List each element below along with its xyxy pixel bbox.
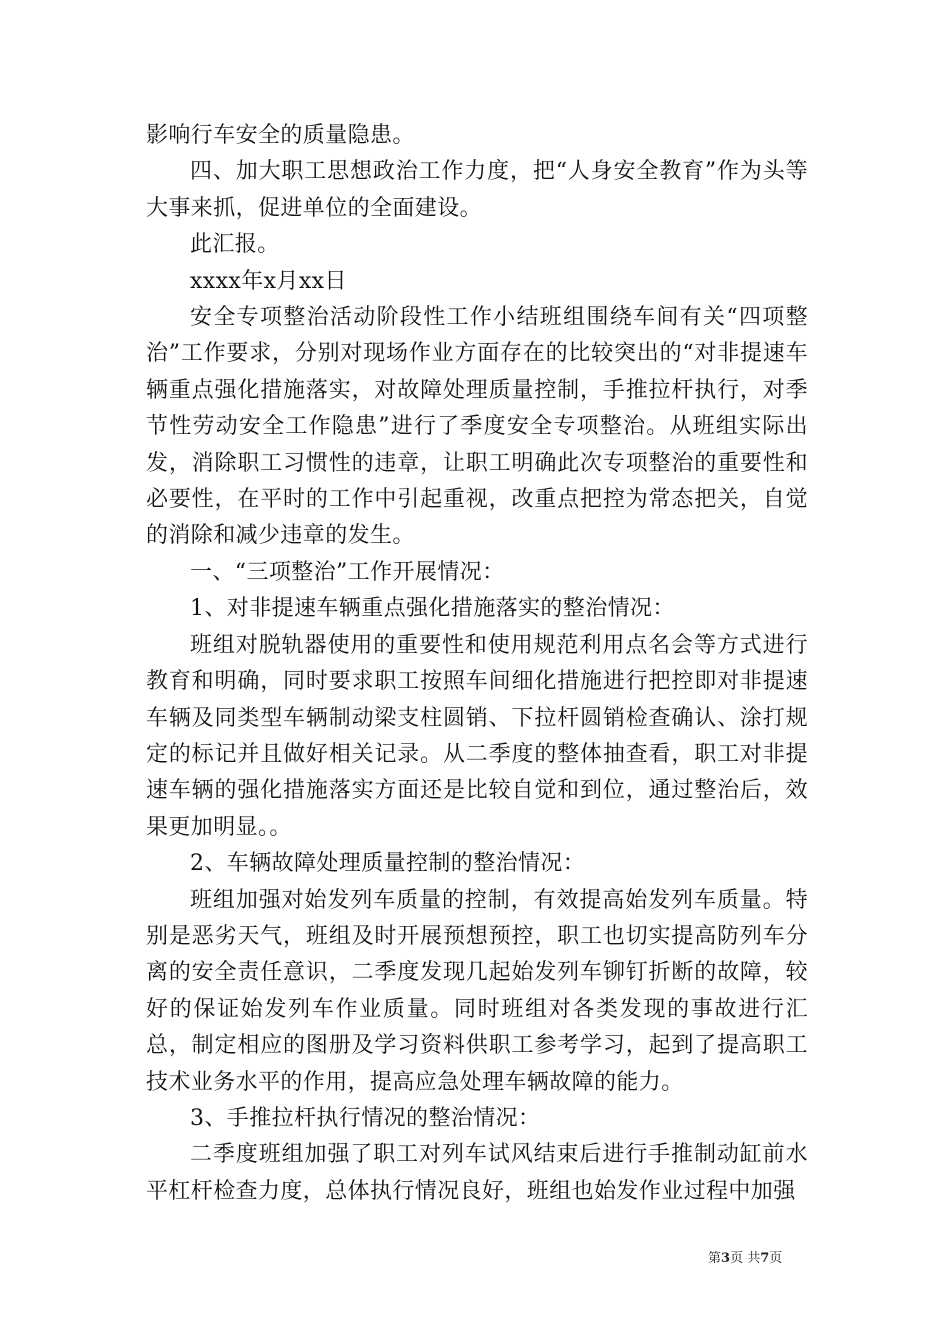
paragraph-date: xxxx年x月xx日 (190, 268, 347, 294)
footer-middle: 页 共 (730, 1251, 761, 1266)
footer-total-pages: 7 (760, 1251, 770, 1266)
footer-suffix: 页 (769, 1251, 783, 1266)
page-footer (708, 1247, 782, 1266)
paragraph-item-four: 四、加大职工思想政治工作力度，把“人身安全教育”作为头等大事来抓，促进单位的全面建设。 (146, 159, 808, 221)
subheading-one: 1、对非提速车辆重点强化措施落实的整治情况： (190, 596, 675, 622)
section-heading-one: 一、“三项整治”工作开展情况： (190, 559, 505, 585)
subheading-two: 2、车辆故障处理质量控制的整治情况： (190, 851, 586, 877)
paragraph-subsection-two: 班组加强对始发列车质量的控制，有效提高始发列车质量。特别是恶劣天气，班组及时开展预想预控，职工也切实提高防列车分离的安全责任意识，二季度发现几起始发列车铆钉折断的故障，较好的保证始发列车作业质量。同时班组对各类发现的事故进行汇总，制定相应的图册及学习资料供职工参考学习，起到了提高职工技术业务水平的作用，提高应急处理车辆故障的能力。 (146, 887, 808, 1095)
subheading-three: 3、手推拉杆执行情况的整治情况： (190, 1105, 541, 1131)
paragraph-subsection-three: 二季度班组加强了职工对列车试风结束后进行手推制动缸前水平杠杆检查力度，总体执行情况良好，班组也始发作业过程中加强 (146, 1142, 808, 1204)
paragraph-subsection-one: 班组对脱轨器使用的重要性和使用规范利用点名会等方式进行教育和明确，同时要求职工按照车间细化措施进行把控即对非提速车辆及同类型车辆制动梁支柱圆销、下拉杆圆销检查确认、涂打规定的标记并且做好相关记录。从二季度的整体抽查看，职工对非提速车辆的强化措施落实方面还是比较自觉和到位，通过整治后，效果更加明显。。 (146, 632, 808, 840)
document-body (146, 118, 808, 1210)
paragraph-closing: 此汇报。 (190, 232, 280, 258)
paragraph-summary-intro: 安全专项整治活动阶段性工作小结班组围绕车间有关“四项整治”工作要求，分别对现场作业方面存在的比较突出的“对非提速车辆重点强化措施落实，对故障处理质量控制，手推拉杆执行，对季节性劳动安全工作隐患”进行了季度安全专项整治。从班组实际出发，消除职工习惯性的违章，让职工明确此次专项整治的重要性和必要性，在平时的工作中引起重视，改重点把控为常态把关，自觉的消除和减少违章的发生。 (146, 305, 808, 549)
footer-current-page: 3 (721, 1251, 731, 1266)
footer-prefix: 第 (708, 1251, 722, 1266)
paragraph-continuation: 影响行车安全的质量隐患。 (146, 123, 415, 148)
